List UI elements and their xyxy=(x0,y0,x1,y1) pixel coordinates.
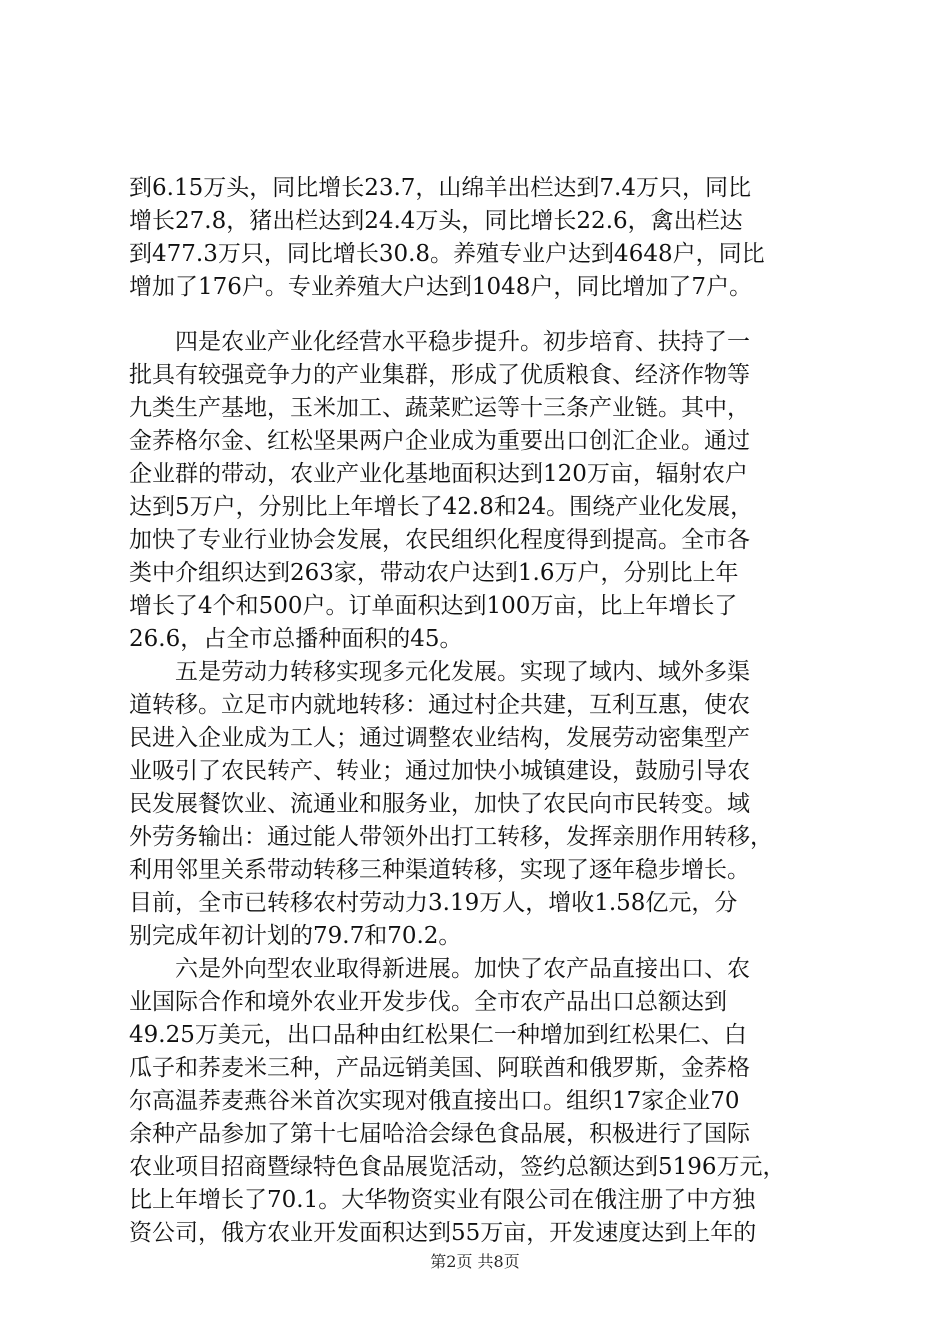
text-line: 到477.3万只，同比增长30.8。养殖专业户达到4648户，同比 xyxy=(129,241,765,267)
paragraph-labor-transfer xyxy=(129,656,829,953)
text-line: 道转移。立足市内就地转移：通过村企共建，互利互惠，使农 xyxy=(129,692,750,718)
text-line: 到6.15万头，同比增长23.7，山绵羊出栏达到7.4万只，同比 xyxy=(129,175,751,201)
text-line: 金荞格尔金、红松坚果两户企业成为重要出口创汇企业。通过 xyxy=(129,428,750,454)
page-number-footer: 第2页 共8页 xyxy=(430,1252,520,1271)
text-line: 目前，全市已转移农村劳动力3.19万人，增收1.58亿元，分 xyxy=(129,890,738,916)
text-line: 企业群的带动，农业产业化基地面积达到120万亩，辐射农户 xyxy=(129,461,748,487)
text-line: 瓜子和荞麦米三种，产品远销美国、阿联酋和俄罗斯，金荞格 xyxy=(129,1055,750,1081)
paragraph-livestock xyxy=(129,172,829,304)
text-line: 业国际合作和境外农业开发步伐。全市农产品出口总额达到 xyxy=(129,989,727,1015)
text-line: 利用邻里关系带动转移三种渠道转移，实现了逐年稳步增长。 xyxy=(129,857,750,883)
text-line: 外劳务输出：通过能人带领外出打工转移，发挥亲朋作用转移， xyxy=(129,824,773,850)
text-line: 26.6，占全市总播种面积的45。 xyxy=(129,626,463,652)
text-line: 加快了专业行业协会发展，农民组织化程度得到提高。全市各 xyxy=(129,527,750,553)
paragraph-industrialization xyxy=(129,326,829,656)
text-line: 四是农业产业化经营水平稳步提升。初步培育、扶持了一 xyxy=(129,329,750,355)
text-line: 别完成年初计划的79.7和70.2。 xyxy=(129,923,462,949)
text-line: 资公司，俄方农业开发面积达到55万亩，开发速度达到上年的 xyxy=(129,1220,757,1246)
paragraph-export-agriculture xyxy=(129,953,829,1250)
text-line: 农业项目招商暨绿特色食品展览活动，签约总额达到5196万元， xyxy=(129,1154,786,1180)
text-line: 五是劳动力转移实现多元化发展。实现了域内、域外多渠 xyxy=(129,659,750,685)
text-line: 六是外向型农业取得新进展。加快了农产品直接出口、农 xyxy=(129,956,750,982)
text-line: 增加了176户。专业养殖大户达到1048户，同比增加了7户。 xyxy=(129,274,753,300)
text-line: 类中介组织达到263家，带动农户达到1.6万户，分别比上年 xyxy=(129,560,739,586)
text-line: 比上年增长了70.1。大华物资实业有限公司在俄注册了中方独 xyxy=(129,1187,756,1213)
text-line: 增长了4个和500户。订单面积达到100万亩，比上年增长了 xyxy=(129,593,738,619)
text-line: 尔高温荞麦燕谷米首次实现对俄直接出口。组织17家企业70 xyxy=(129,1088,740,1114)
text-line: 达到5万户，分别比上年增长了42.8和24。围绕产业化发展， xyxy=(129,494,754,520)
text-line: 批具有较强竞争力的产业集群，形成了优质粮食、经济作物等 xyxy=(129,362,750,388)
text-line: 民发展餐饮业、流通业和服务业，加快了农民向市民转变。域 xyxy=(129,791,750,817)
text-line: 业吸引了农民转产、转业；通过加快小城镇建设，鼓励引导农 xyxy=(129,758,750,784)
text-line: 九类生产基地，玉米加工、蔬菜贮运等十三条产业链。其中， xyxy=(129,395,750,421)
document-body xyxy=(129,172,829,1250)
text-line: 余种产品参加了第十七届哈洽会绿色食品展，积极进行了国际 xyxy=(129,1121,750,1147)
text-line: 49.25万美元，出口品种由红松果仁一种增加到红松果仁、白 xyxy=(129,1022,747,1048)
paragraph-spacer xyxy=(129,304,829,326)
text-line: 民进入企业成为工人；通过调整农业结构，发展劳动密集型产 xyxy=(129,725,750,751)
text-line: 增长27.8，猪出栏达到24.4万头，同比增长22.6，禽出栏达 xyxy=(129,208,743,234)
